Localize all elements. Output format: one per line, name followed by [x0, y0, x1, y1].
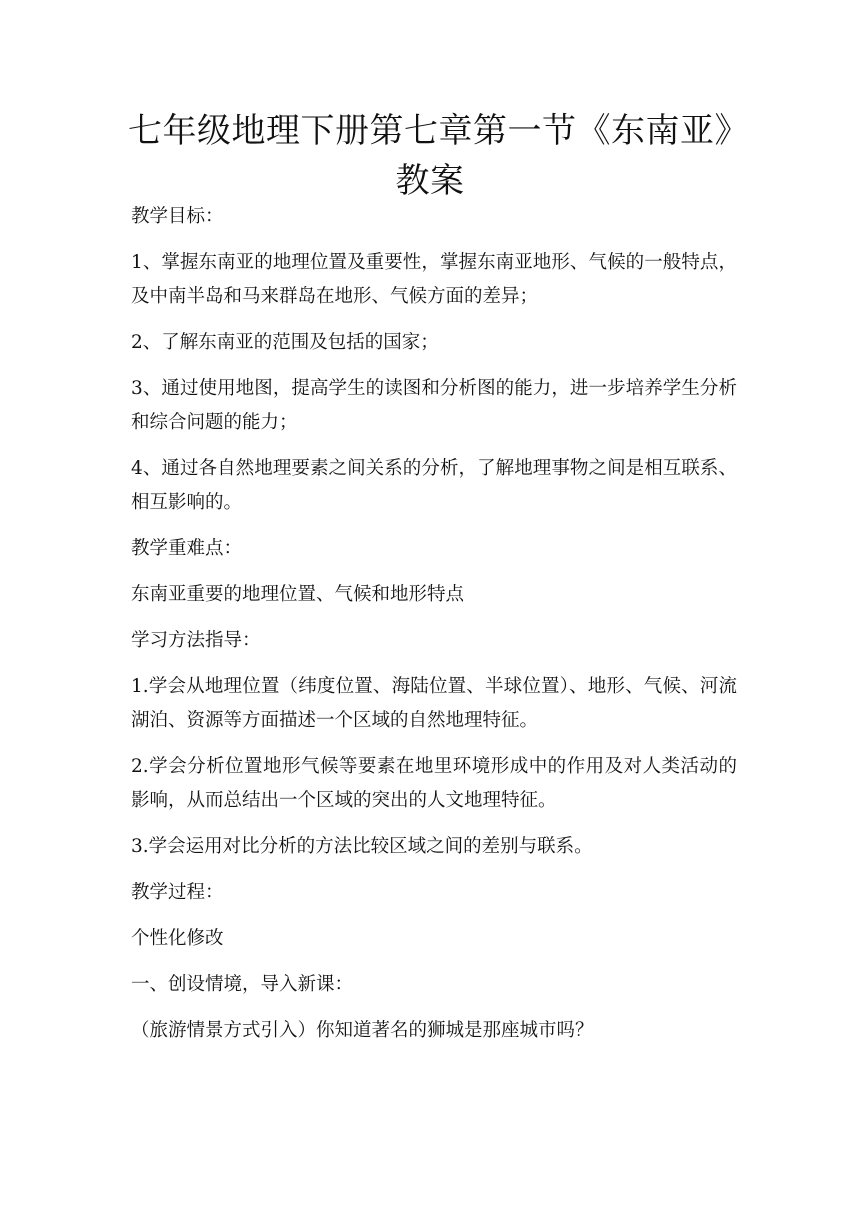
section-heading-objectives: 教学目标：	[131, 206, 224, 227]
objective-item-4: 4、通过各自然地理要素之间关系的分析，了解地理事物之间是相互联系、相互影响的。	[131, 458, 737, 513]
section-heading-process: 教学过程：	[131, 882, 224, 903]
personalized-note: 个性化修改	[131, 928, 224, 949]
method-item-1: 1.学会从地理位置（纬度位置、海陆位置、半球位置）、地形、气候、河流湖泊、资源等方面描述一个区域的自然地理特征。	[131, 676, 737, 731]
process-step-1-text: （旅游情景方式引入）你知道著名的狮城是那座城市吗？	[131, 1020, 594, 1041]
section-heading-methods: 学习方法指导：	[131, 630, 261, 651]
objective-item-1: 1、掌握东南亚的地理位置及重要性，掌握东南亚地形、气候的一般特点，及中南半岛和马来群岛在地形、气候方面的差异；	[131, 252, 737, 307]
objective-item-3: 3、通过使用地图，提高学生的读图和分析图的能力，进一步培养学生分析和综合问题的能力；	[131, 378, 737, 433]
method-item-2: 2.学会分析位置地形气候等要素在地里环境形成中的作用及对人类活动的影响，从而总结出一个区域的突出的人文地理特征。	[131, 756, 737, 811]
document-title: 七年级地理下册第七章第一节《东南亚》教案	[128, 111, 732, 201]
method-item-3: 3.学会运用对比分析的方法比较区域之间的差别与联系。	[131, 836, 593, 857]
section-heading-key-points: 教学重难点：	[131, 538, 243, 559]
document-body	[131, 200, 737, 1060]
process-step-1-heading: 一、创设情境，导入新课：	[131, 974, 354, 995]
key-points-text: 东南亚重要的地理位置、气候和地形特点	[131, 584, 465, 605]
objective-item-2: 2、了解东南亚的范围及包括的国家；	[131, 332, 439, 353]
